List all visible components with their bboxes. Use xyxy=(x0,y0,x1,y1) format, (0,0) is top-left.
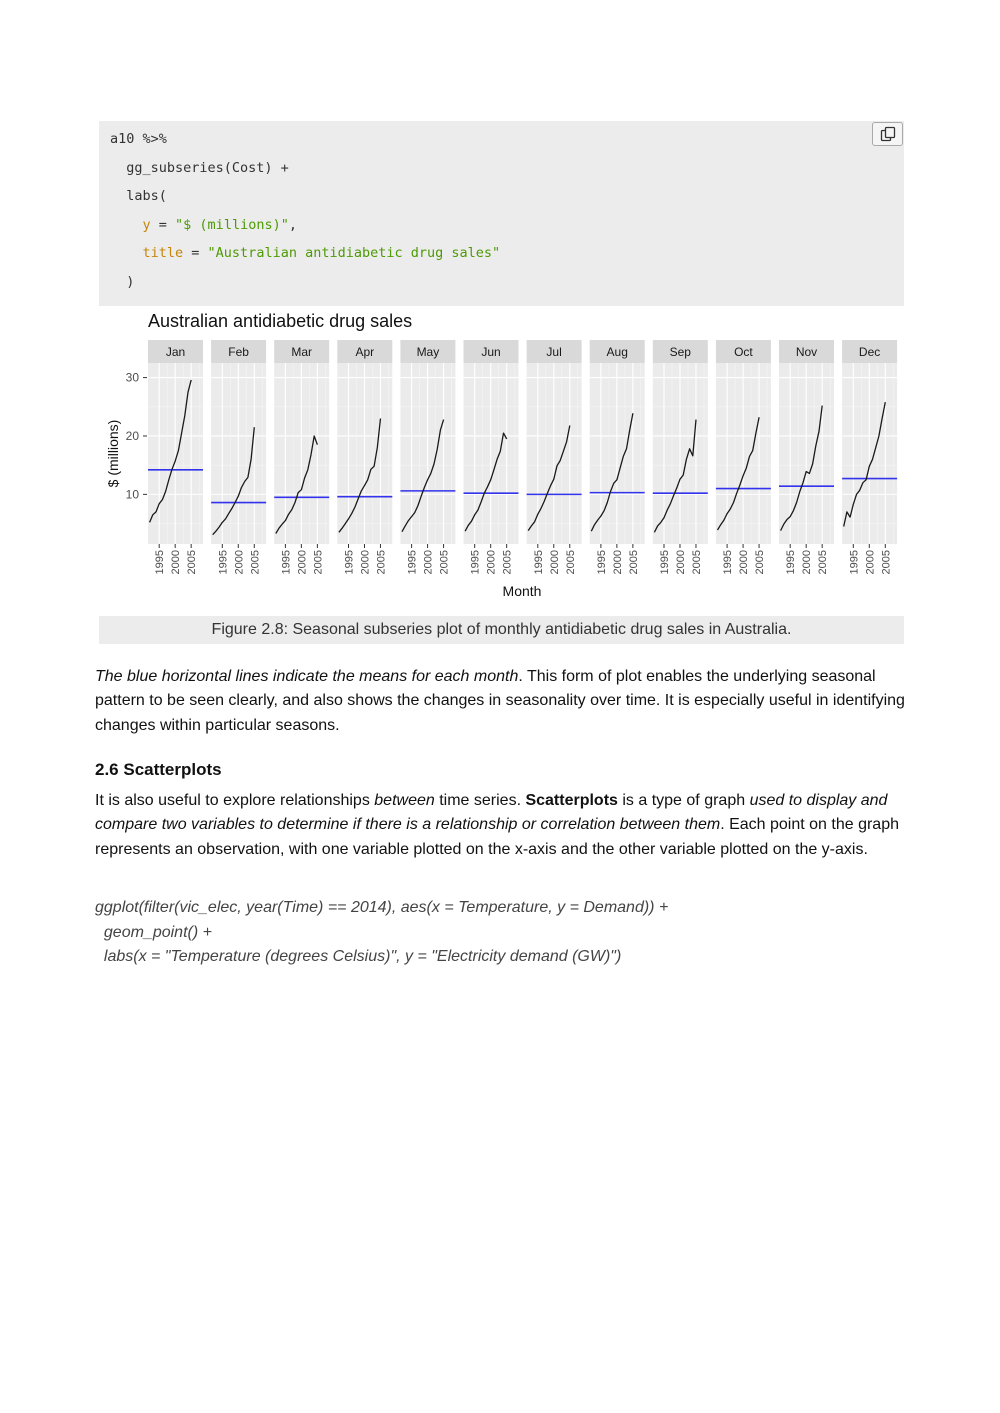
x-tick-label: 2000 xyxy=(170,550,183,575)
paragraph-means xyxy=(95,665,905,738)
panel-jul xyxy=(527,340,582,574)
x-tick-label: 2005 xyxy=(754,550,767,575)
x-tick-label: 2005 xyxy=(312,550,325,575)
x-tick-label: 2005 xyxy=(249,550,262,575)
code-line: labs( xyxy=(110,188,167,204)
x-tick-label: 1995 xyxy=(343,550,356,575)
panel-strip-label: Feb xyxy=(228,345,249,359)
x-tick-label: 2000 xyxy=(422,550,435,575)
x-tick-label: 2000 xyxy=(611,550,624,575)
x-tick-label: 2005 xyxy=(438,550,451,575)
code-token-op: = xyxy=(183,245,208,261)
x-tick-label: 2005 xyxy=(564,550,577,575)
panel-strip-label: Nov xyxy=(795,345,818,359)
x-tick-label: 2000 xyxy=(485,550,498,575)
panel-strip-label: Oct xyxy=(734,345,753,359)
paragraph-scatterplots xyxy=(95,789,905,862)
x-tick-label: 2005 xyxy=(817,550,830,575)
panel-strip-label: May xyxy=(416,345,440,359)
paragraph-italic: The blue horizontal lines indicate the means for each month xyxy=(95,668,519,685)
x-tick-label: 2005 xyxy=(375,550,388,575)
panel-jun xyxy=(464,340,519,574)
panel-jan xyxy=(148,340,203,574)
y-tick-label: 30 xyxy=(125,370,139,385)
panel-strip-label: Jun xyxy=(481,345,501,359)
section-heading: 2.6 Scatterplots xyxy=(95,760,222,779)
panel-aug xyxy=(590,340,645,574)
y-tick-label: 10 xyxy=(125,487,139,502)
x-tick-label: 2000 xyxy=(296,550,309,575)
panel-strip-label: Jan xyxy=(165,345,186,359)
panel-oct xyxy=(716,340,771,574)
panel-strip-label: Aug xyxy=(606,345,628,359)
code-line: ggplot(filter(vic_elec, year(Time) == 2014), aes(x = Temperature, y = Demand)) + xyxy=(95,899,669,916)
panel-sep xyxy=(653,340,708,574)
x-tick-label: 2000 xyxy=(674,550,687,575)
x-tick-label: 1995 xyxy=(154,550,167,575)
paragraph-bold: Scatterplots xyxy=(525,792,618,809)
x-tick-label: 2005 xyxy=(186,550,199,575)
panel-strip-label: Jul xyxy=(546,345,562,359)
x-tick-label: 1995 xyxy=(722,550,735,575)
panel-dec xyxy=(842,340,897,574)
code-line: labs(x = "Temperature (degrees Celsius)", y = "Electricity demand (GW)") xyxy=(95,948,622,965)
code-line: geom_point() + xyxy=(95,924,212,941)
code-line: a10 %>% xyxy=(110,131,167,147)
x-tick-label: 1995 xyxy=(658,550,671,575)
code-line xyxy=(110,245,500,261)
figure-caption: Figure 2.8: Seasonal subseries plot of monthly antidiabetic drug sales in Australia. xyxy=(99,616,904,644)
x-tick-label: 2000 xyxy=(738,550,751,575)
x-tick-label: 1995 xyxy=(406,550,419,575)
code-token-punct: , xyxy=(288,217,297,233)
y-axis-label: $ (millions) xyxy=(105,419,121,488)
code-line xyxy=(110,217,297,233)
x-axis-label: Month xyxy=(502,583,542,599)
y-tick-label: 20 xyxy=(125,428,139,443)
panel-strip-label: Sep xyxy=(669,345,691,359)
x-tick-label: 1995 xyxy=(532,550,545,575)
code-token-op: = xyxy=(150,217,176,233)
paragraph-text: . This form of plot enables the underlying seasonal pattern to be seen clearly, and also shows the changes in seasonality over time. It is especially useful in identifying changes within particular seasons. xyxy=(95,668,905,734)
panel-apr xyxy=(337,340,392,574)
panel-strip-label: Dec xyxy=(858,345,881,359)
panel-nov xyxy=(779,340,834,574)
x-tick-label: 1995 xyxy=(217,550,230,575)
paragraph-text: It is also useful to explore relationships xyxy=(95,792,375,809)
x-tick-label: 2000 xyxy=(801,550,814,575)
paragraph-italic: used to display and compare two variables to determine if there is a relationship or correlation between them xyxy=(95,792,888,834)
panel-strip-label: Mar xyxy=(291,345,313,359)
x-tick-label: 1995 xyxy=(595,550,608,575)
x-tick-label: 1995 xyxy=(785,550,798,575)
code-token-string: "$ (millions)" xyxy=(175,217,289,233)
code-line: gg_subseries(Cost) + xyxy=(110,160,289,176)
paragraph-text: is a type of graph xyxy=(617,792,750,809)
panel-strip-label: Apr xyxy=(355,345,375,359)
x-tick-label: 2005 xyxy=(501,550,514,575)
panel-feb xyxy=(211,340,266,574)
x-tick-label: 2000 xyxy=(233,550,246,575)
x-tick-label: 2000 xyxy=(548,550,561,575)
x-tick-label: 2000 xyxy=(864,550,877,575)
chart-title: Australian antidiabetic drug sales xyxy=(148,311,413,331)
chart-svg xyxy=(99,306,904,612)
x-tick-label: 2005 xyxy=(627,550,640,575)
code-token-key: title xyxy=(142,245,184,261)
x-tick-label: 2005 xyxy=(880,550,893,575)
x-tick-label: 1995 xyxy=(280,550,293,575)
code-token-string: "Australian antidiabetic drug sales" xyxy=(207,245,501,261)
code-block xyxy=(99,121,904,306)
code-line: ) xyxy=(110,274,135,290)
copy-button[interactable] xyxy=(872,122,903,146)
code-token-key: y xyxy=(142,217,151,233)
x-tick-label: 1995 xyxy=(469,550,482,575)
paragraph-italic: between xyxy=(374,792,435,809)
x-tick-label: 2005 xyxy=(690,550,703,575)
copy-icon xyxy=(880,126,896,142)
panel-mar xyxy=(274,340,329,574)
paragraph-text: time series. xyxy=(434,792,526,809)
panel-may xyxy=(400,340,455,574)
x-tick-label: 1995 xyxy=(848,550,861,575)
x-tick-label: 2000 xyxy=(359,550,372,575)
paragraph-text: . Each point on the graph represents an observation, with one variable plotted on the x-axis and the other variable plotted on the y-axis. xyxy=(95,816,899,858)
seasonal-subseries-chart xyxy=(99,306,904,612)
